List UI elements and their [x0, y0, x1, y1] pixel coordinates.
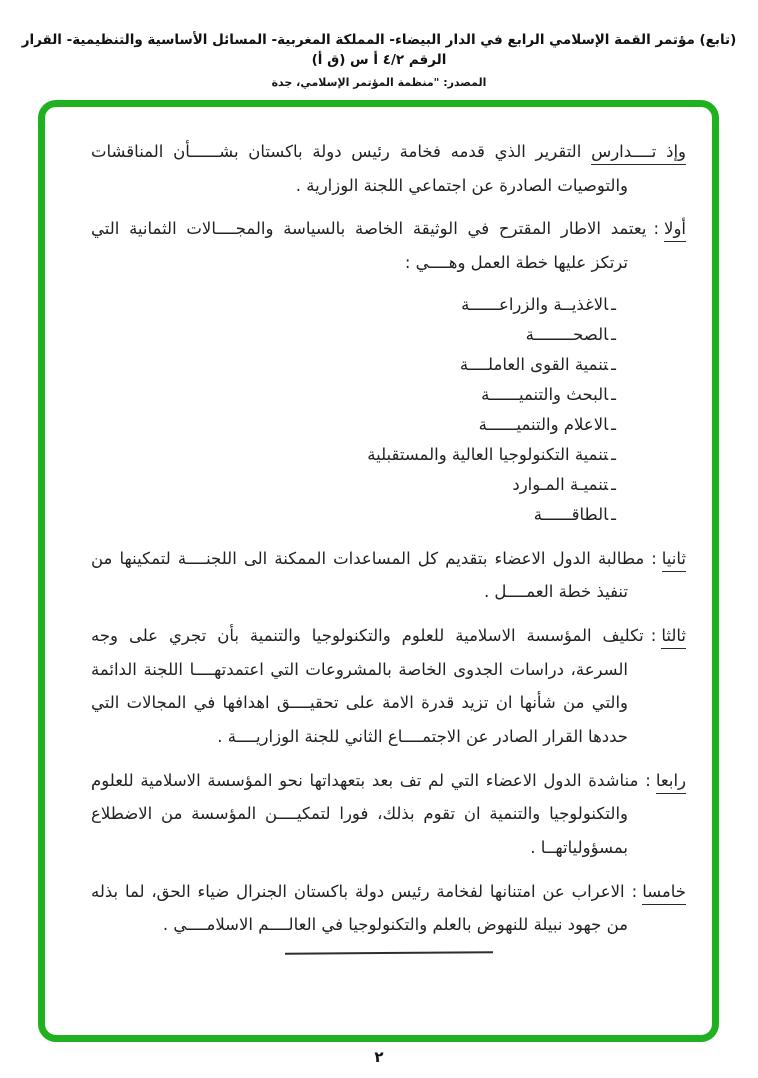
- clause-fourth-colon: :: [645, 770, 651, 790]
- clause-fourth-text: مناشدة الدول الاعضاء التي لم تف بعد بتعهداتها نحو المؤسسة الاسلامية للعلوم والتكنولوجيا والتنمية ان تقوم بذلك، فورا لتمكيــــن المؤسسة من الاضطلاع بمسؤولياتهــا .: [91, 770, 639, 857]
- list-item-high-future-technology: [91, 440, 616, 470]
- clause-second: [91, 542, 686, 609]
- list-item-label: تنمية القوى العاملــــة: [459, 354, 609, 374]
- list-item-label: تنمية التكنولوجيا العالية والمستقبلية: [367, 444, 609, 464]
- list-item-label: البحث والتنميــــــة: [481, 384, 609, 404]
- clause-third-label: ثالثا: [661, 626, 686, 649]
- clause-fifth-label: خامسا: [642, 882, 686, 905]
- end-of-text-rule: [284, 951, 492, 954]
- list-item-label: تنميـة المـوارد: [512, 474, 609, 494]
- list-dash: ـ: [611, 444, 616, 464]
- list-dash: ـ: [611, 384, 616, 404]
- list-item-manpower: [91, 350, 616, 380]
- list-item-energy: [91, 500, 616, 530]
- list-item-health: [91, 320, 616, 350]
- header-title: (تابع) مؤتمر القمة الإسلامي الرابع في الدار البيضاء- المملكة المغربية- المسائل الأساسية والتنظيمية- القرار الرقم ٤/٢ أ س (ق أ): [21, 32, 737, 69]
- clause-first-colon: :: [653, 219, 660, 239]
- clause-first-label: أولا: [664, 219, 686, 242]
- clause-second-label: ثانيا: [662, 549, 686, 572]
- clause-fifth: [91, 875, 686, 942]
- page-number: ٢: [374, 1048, 384, 1066]
- clause-second-colon: :: [651, 548, 657, 568]
- list-item-food-agriculture: [91, 290, 616, 320]
- list-dash: ـ: [611, 324, 616, 344]
- clause-second-text: مطالبة الدول الاعضاء بتقديم كل المساعدات الممكنة الى اللجنــــة لتمكينها من تنفيذ خطة العمــــل .: [91, 548, 645, 602]
- clause-fourth-label: رابعا: [656, 771, 686, 794]
- clause-fourth: [91, 764, 686, 865]
- page-header: [0, 0, 758, 89]
- clause-first: [91, 212, 686, 279]
- list-dash: ـ: [611, 354, 616, 374]
- preamble-lead-underlined: وإذ تــــدارس: [591, 142, 686, 165]
- list-item-label: الاغذيــة والزراعــــــة: [461, 294, 609, 314]
- list-item-label: الاعلام والتنميــــــة: [478, 414, 609, 434]
- header-source-line: المصدر: "منظمة المؤتمر الإسلامي، جدة: [271, 75, 487, 89]
- preamble-text: التقرير الذي قدمه فخامة رئيس دولة باكستان بشــــــأن المناقشات والتوصيات الصادرة عن اجتماعي اللجنة الوزارية .: [91, 142, 628, 195]
- preamble-paragraph: [91, 135, 686, 202]
- list-dash: ـ: [611, 474, 616, 494]
- list-item-research-development: [91, 380, 616, 410]
- list-item-resources: [91, 470, 616, 500]
- green-frame: [38, 100, 719, 1042]
- clause-third: [91, 619, 686, 754]
- clause-fifth-text: الاعراب عن امتنانها لفخامة رئيس دولة باكستان الجنرال ضياء الحق، لما بذله من جهود نبيلة للنهوض بالعلم والتكنولوجيا في العالــــم الاسلامــــي .: [91, 881, 628, 935]
- list-dash: ـ: [611, 414, 616, 434]
- clause-first-text: يعتمد الاطار المقترح في الوثيقة الخاصة بالسياسة والمجــــالات الثمانية التي ترتكز عليها خطة العمل وهــــي :: [91, 219, 647, 272]
- clause-third-colon: :: [650, 626, 657, 646]
- clause-fifth-colon: :: [631, 881, 638, 901]
- clause-third-text: تكليف المؤسسة الاسلامية للعلوم والتكنولوجيا والتنمية بأن تجري على وجه السرعة، دراسات الجدوى الخاصة بالمشروعات التي اعتمدتهــــا اللجنة الدائمة والتي من شأنها ان تزيد قدرة الامة على تحقيــــق اهدافها في المجالات التي حددها القرار الصادر عن الاجتمــــاع الثاني للجنة الوزاريــــة .: [91, 626, 644, 747]
- list-item-information-development: [91, 410, 616, 440]
- list-item-label: الصحــــــــة: [525, 324, 609, 344]
- plan-areas-list: [91, 290, 686, 530]
- list-dash: ـ: [611, 294, 616, 314]
- list-dash: ـ: [611, 504, 616, 524]
- list-item-label: الطاقــــــة: [533, 504, 609, 524]
